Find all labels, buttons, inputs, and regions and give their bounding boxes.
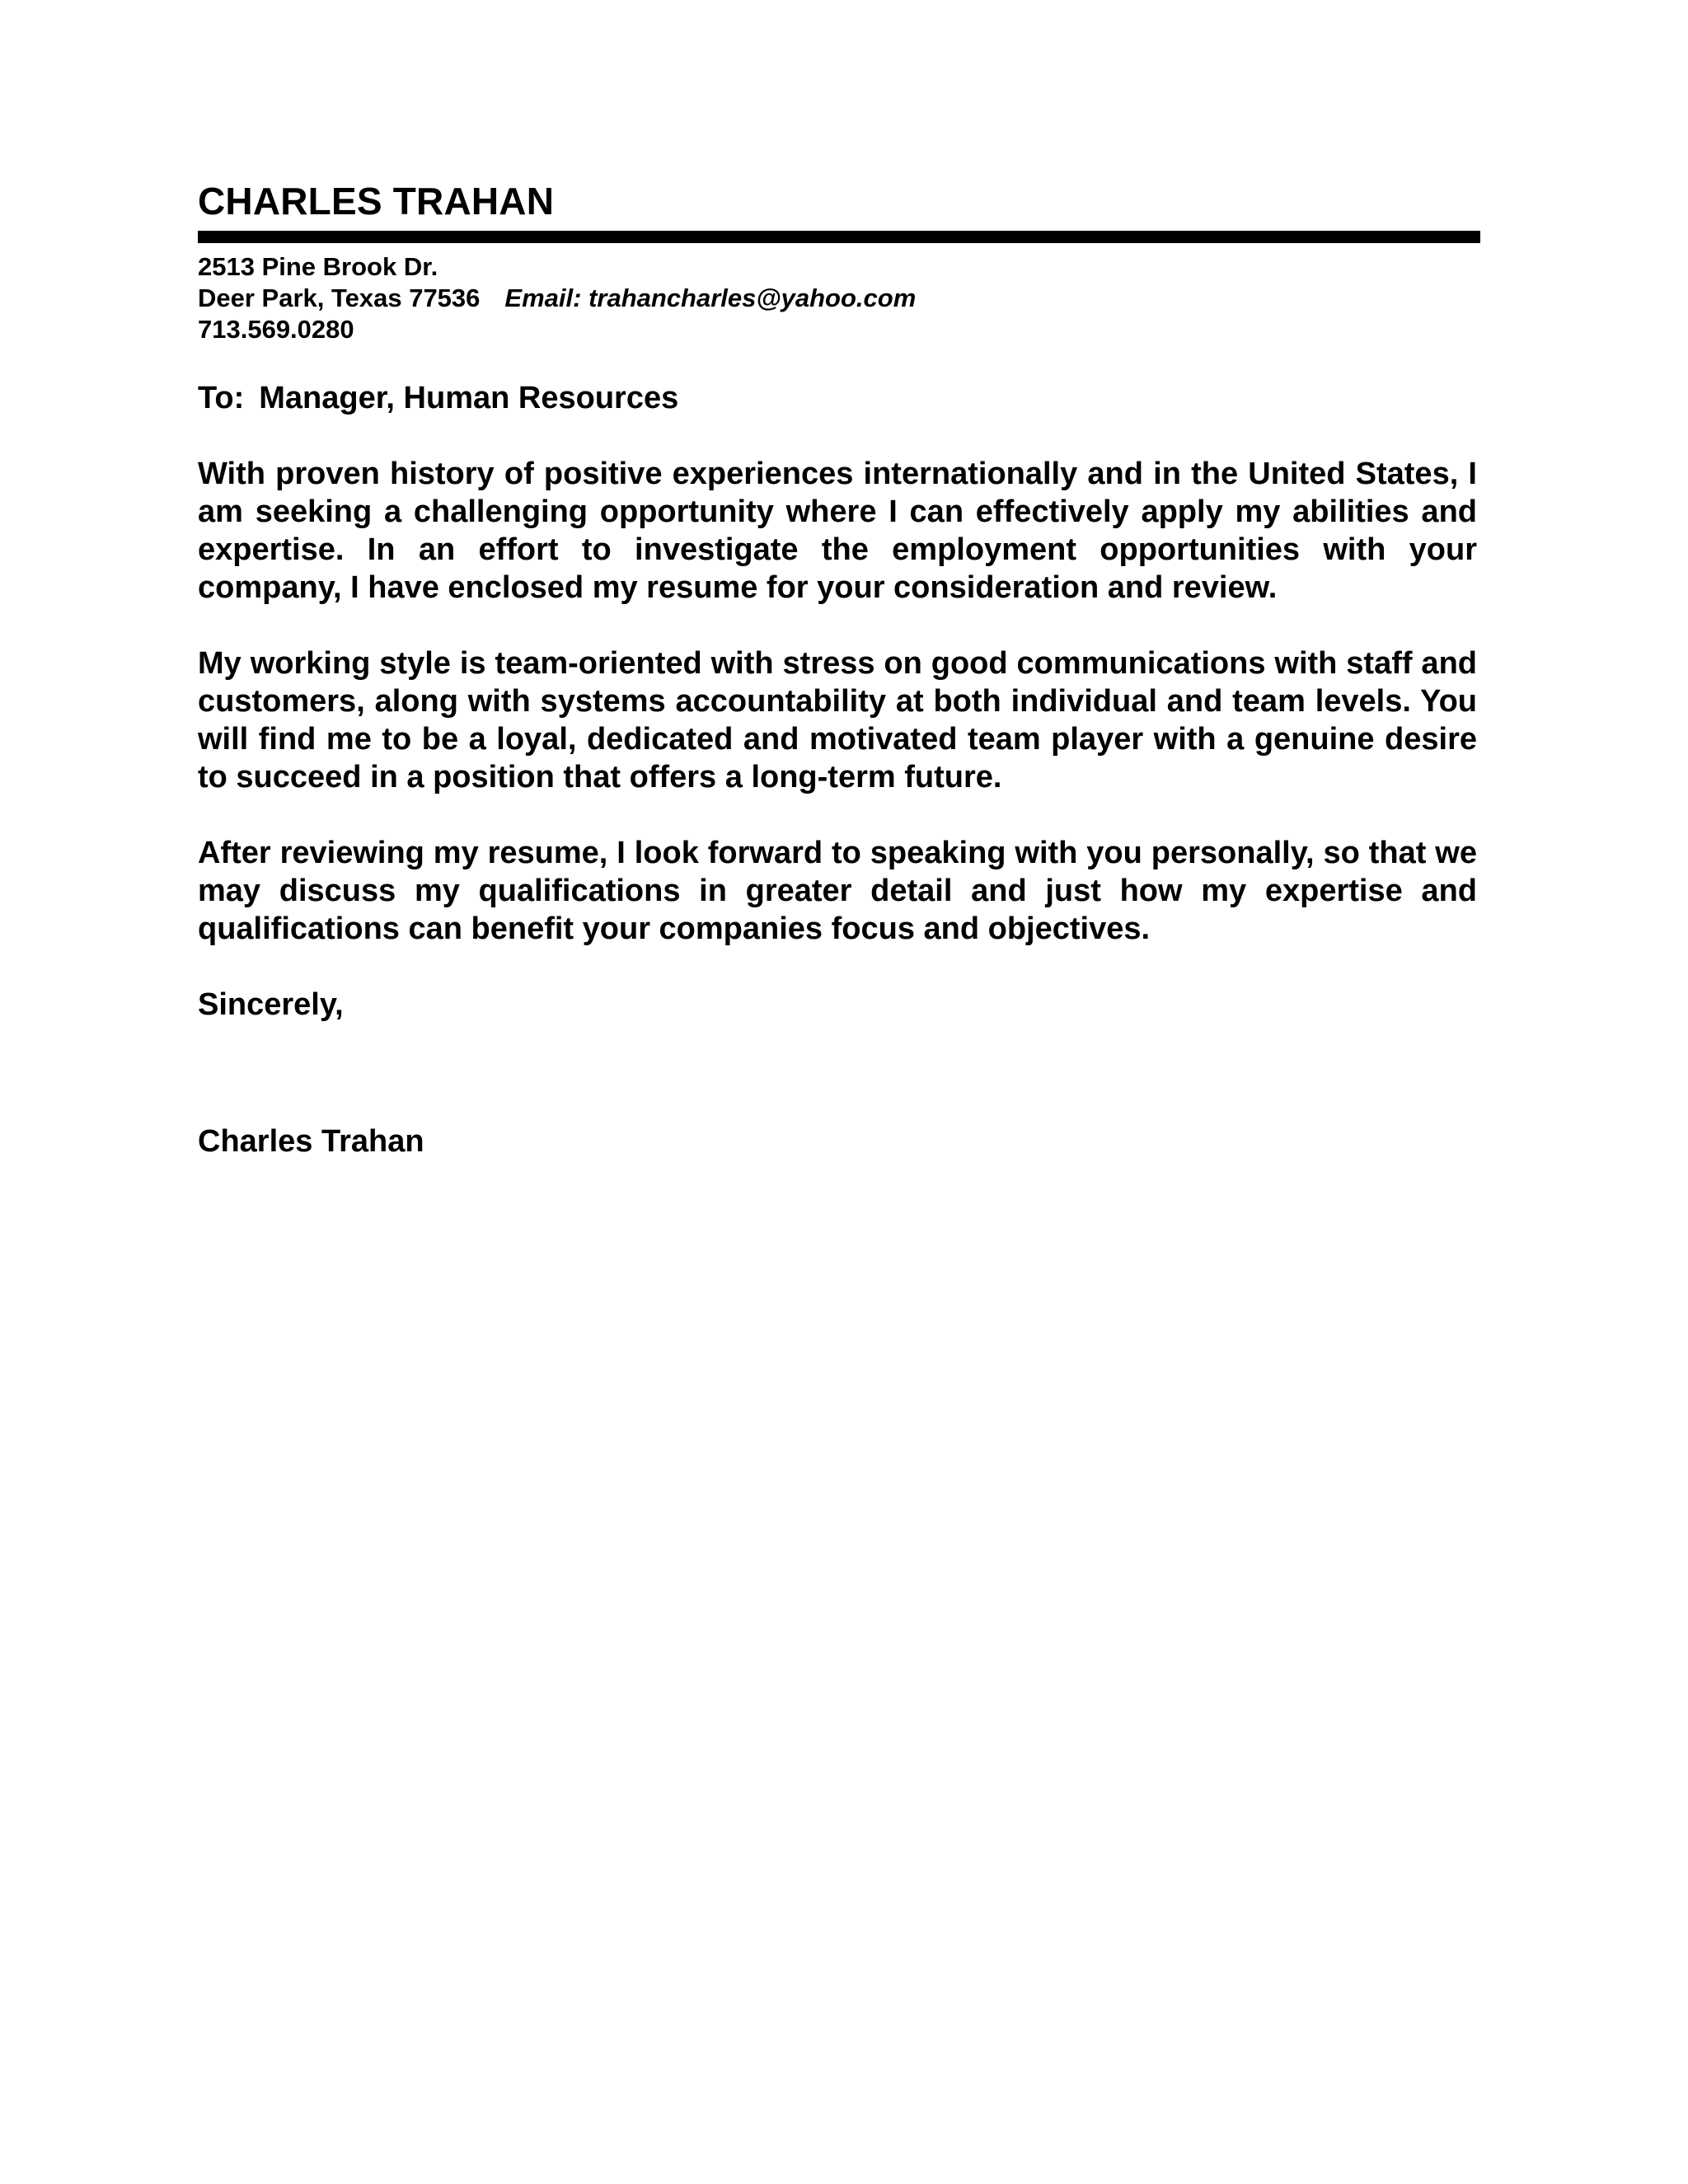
header-divider (198, 231, 1480, 243)
sender-contact-block (198, 251, 1477, 345)
sender-name: CHARLES TRAHAN (198, 180, 555, 223)
letter-content (198, 178, 1477, 1160)
body-paragraph-2: My working style is team-oriented with stress on good communications with staff and customers, along with systems accountability at both individual and team levels. You will find me to be a loyal, dedicated and motivated team player with a genuine desire to succeed in a position that offers a long-term future. (198, 646, 1477, 794)
sender-email: Email: trahancharles@yahoo.com (504, 284, 917, 312)
signature-name: Charles Trahan (198, 1124, 424, 1159)
recipient-label: To: (198, 381, 245, 415)
address-line-2-row (198, 283, 1477, 314)
recipient-line (198, 379, 1477, 417)
recipient-value: Manager, Human Resources (259, 381, 679, 415)
address-line-2: Deer Park, Texas 77536 (198, 284, 481, 312)
closing-salutation: Sincerely, (198, 987, 344, 1022)
body-paragraph-1: With proven history of positive experiences internationally and in the United States, I am seeking a challenging opportunity where I can effectively apply my abilities and expertise. In an effort to investigate the employment opportunities with your company, I have enclosed my resume for your consideration and review. (198, 457, 1477, 605)
body-paragraph-3: After reviewing my resume, I look forward to speaking with you personally, so that we may discuss my qualifications in greater detail and just how my expertise and qualifications can benefit your companies focus and objectives. (198, 836, 1477, 946)
address-line-1: 2513 Pine Brook Dr. (198, 252, 438, 281)
sender-phone: 713.569.0280 (198, 315, 354, 344)
